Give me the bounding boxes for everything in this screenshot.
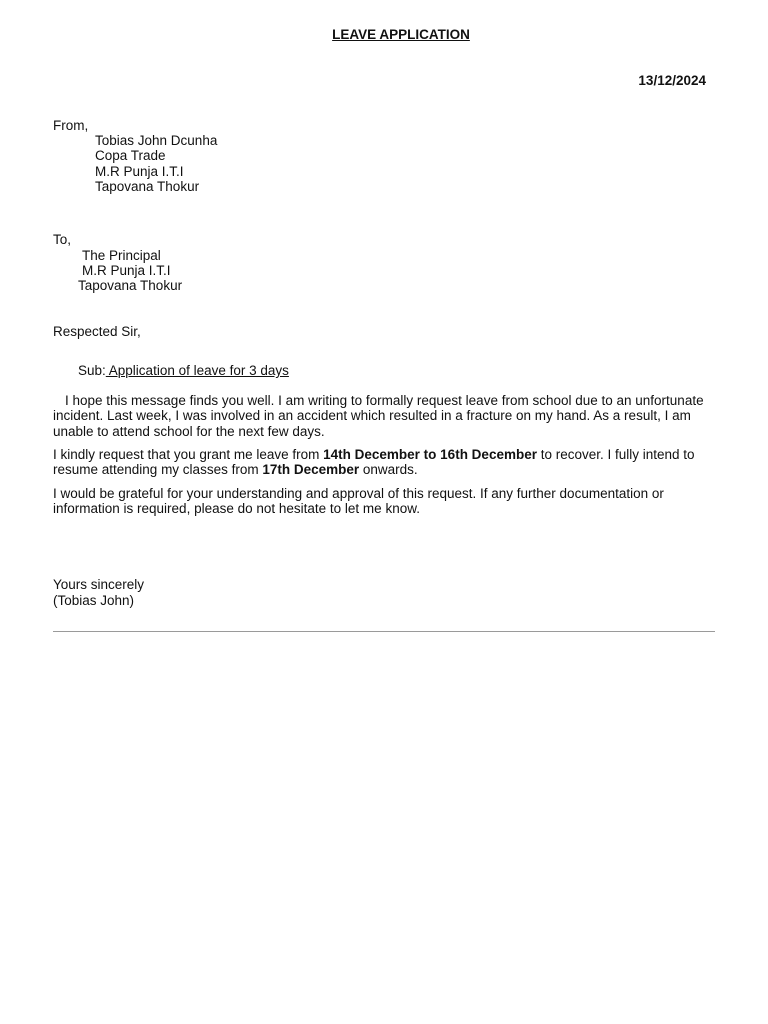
- from-address: [95, 133, 217, 194]
- document-title: LEAVE APPLICATION: [332, 27, 470, 42]
- to-line-institute: M.R Punja I.T.I: [82, 263, 171, 278]
- subject-text: Application of leave for 3 days: [105, 363, 289, 378]
- signature-name: (Tobias John): [53, 593, 135, 608]
- p2-text-a: I kindly request that you grant me leave from: [53, 447, 324, 462]
- subject-line: [78, 363, 289, 378]
- from-label: From,: [53, 118, 89, 133]
- salutation: Respected Sir,: [53, 324, 141, 339]
- resume-date: 17th December: [262, 462, 360, 478]
- leave-dates: 14th December to 16th December: [323, 447, 537, 462]
- from-line-place: Tapovana Thokur: [95, 178, 200, 194]
- subject-label: Sub:: [78, 363, 106, 378]
- closing-line: Yours sincerely: [53, 577, 145, 592]
- to-line-recipient: The Principal: [82, 248, 161, 263]
- to-label: To,: [53, 232, 72, 247]
- p2-text-c: to recover. I fully intend to resume attending my classes from: [53, 447, 695, 478]
- body-paragraph-3: I would be grateful for your understanding and approval of this request. If any further documentation or information is required, please do not hesitate to let me know.: [53, 486, 664, 517]
- to-line-place: Tapovana Thokur: [78, 278, 183, 293]
- body-paragraph-2: [53, 447, 721, 478]
- body-paragraph-1: I hope this message finds you well. I am writing to formally request leave from school due to an unfortunate incident. Last week, I was involved in an accident which resulted in a fracture on my hand. As a result, I am unable to attend school for the next few days.: [53, 393, 704, 439]
- horizontal-divider: [53, 631, 715, 632]
- from-line-institute: M.R Punja I.T.I: [95, 163, 184, 179]
- from-line-trade: Copa Trade: [95, 148, 166, 164]
- from-line-name: Tobias John Dcunha: [95, 133, 218, 148]
- p2-text-e: onwards.: [359, 462, 418, 478]
- letter-date: 13/12/2024: [638, 73, 706, 88]
